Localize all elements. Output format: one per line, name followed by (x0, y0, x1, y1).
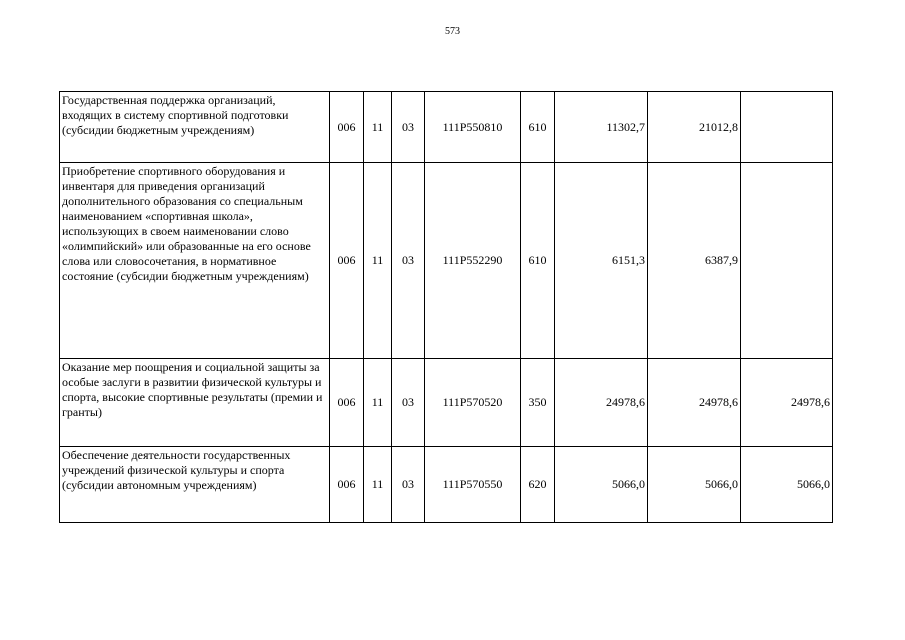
table-row (60, 163, 833, 359)
target-article-code: 111Р552290 (425, 163, 521, 359)
subsection-code: 03 (392, 447, 425, 523)
sum-year-2: 5066,0 (648, 447, 741, 523)
row-name: Оказание мер поощрения и социальной защиты за особые заслуги в развитии физической культуры и спорта, высокие спортивные результаты (премии и гранты) (60, 359, 330, 447)
row-name: Обеспечение деятельности государственных учреждений физической культуры и спорта (субсидии автономным учреждениям) (60, 447, 330, 523)
budget-table (59, 91, 833, 523)
section-code: 11 (364, 447, 392, 523)
sum-year-3: 24978,6 (741, 359, 833, 447)
row-name: Государственная поддержка организаций, входящих в систему спортивной подготовки (субсидии бюджетным учреждениям) (60, 92, 330, 163)
table-row (60, 447, 833, 523)
ved-code: 006 (330, 359, 364, 447)
sum-year-1: 11302,7 (555, 92, 648, 163)
table-row (60, 359, 833, 447)
sum-year-2: 21012,8 (648, 92, 741, 163)
page-number: 573 (445, 26, 460, 37)
sum-year-3: 5066,0 (741, 447, 833, 523)
row-name: Приобретение спортивного оборудования и инвентаря для приведения организаций дополнительного образования со специальным наименованием «спортивная школа», использующих в своем наименовании слово «олимпийский» или образованные на его основе слова или словосочетания, в нормативное состояние (субсидии бюджетным учреждениям) (60, 163, 330, 359)
sum-year-3 (741, 163, 833, 359)
sum-year-1: 24978,6 (555, 359, 648, 447)
section-code: 11 (364, 359, 392, 447)
ved-code: 006 (330, 447, 364, 523)
section-code: 11 (364, 92, 392, 163)
sum-year-2: 24978,6 (648, 359, 741, 447)
expense-type-code: 610 (521, 92, 555, 163)
target-article-code: 111Р550810 (425, 92, 521, 163)
subsection-code: 03 (392, 92, 425, 163)
ved-code: 006 (330, 92, 364, 163)
subsection-code: 03 (392, 163, 425, 359)
expense-type-code: 350 (521, 359, 555, 447)
ved-code: 006 (330, 163, 364, 359)
table-row (60, 92, 833, 163)
subsection-code: 03 (392, 359, 425, 447)
sum-year-1: 6151,3 (555, 163, 648, 359)
expense-type-code: 610 (521, 163, 555, 359)
target-article-code: 111Р570550 (425, 447, 521, 523)
target-article-code: 111Р570520 (425, 359, 521, 447)
expense-type-code: 620 (521, 447, 555, 523)
sum-year-2: 6387,9 (648, 163, 741, 359)
section-code: 11 (364, 163, 392, 359)
sum-year-1: 5066,0 (555, 447, 648, 523)
sum-year-3 (741, 92, 833, 163)
